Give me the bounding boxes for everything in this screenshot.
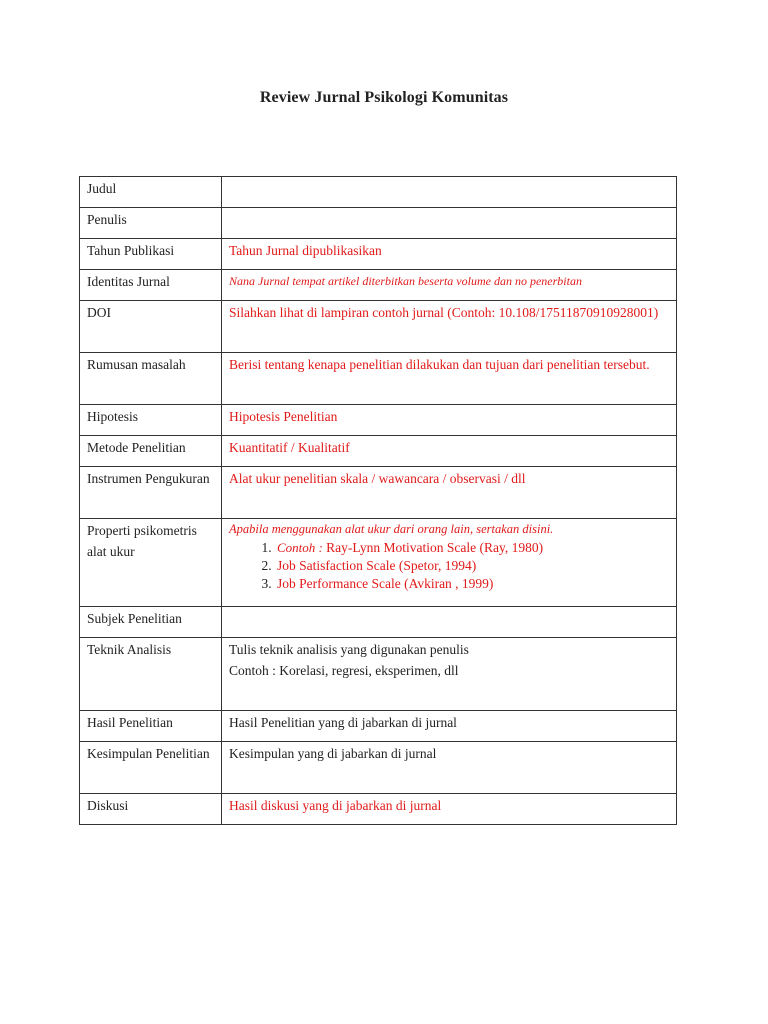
row-value-penulis bbox=[222, 208, 677, 239]
row-label-subjek: Subjek Penelitian bbox=[80, 607, 222, 638]
list-item-text: Job Performance Scale (Avkiran , 1999) bbox=[277, 576, 494, 591]
row-label-instrumen: Instrumen Pengukuran bbox=[80, 467, 222, 519]
teknik-line-2: Contoh : Korelasi, regresi, eksperimen, dll bbox=[229, 663, 459, 678]
row-label-teknik: Teknik Analisis bbox=[80, 638, 222, 711]
table-row-kesimpulan bbox=[80, 742, 677, 794]
row-label-diskusi: Diskusi bbox=[80, 794, 222, 825]
row-value-hipotesis: Hipotesis Penelitian bbox=[222, 405, 677, 436]
table-row-properti bbox=[80, 519, 677, 607]
list-item bbox=[275, 557, 669, 575]
row-value-teknik bbox=[222, 638, 677, 711]
row-value-rumusan: Berisi tentang kenapa penelitian dilakukan dan tujuan dari penelitian tersebut. bbox=[222, 353, 677, 405]
row-value-properti bbox=[222, 519, 677, 607]
row-label-properti: Properti psikometris alat ukur bbox=[80, 519, 222, 607]
row-value-metode: Kuantitatif / Kualitatif bbox=[222, 436, 677, 467]
row-value-kesimpulan: Kesimpulan yang di jabarkan di jurnal bbox=[222, 742, 677, 794]
row-value-identitas: Nana Jurnal tempat artikel diterbitkan beserta volume dan no penerbitan bbox=[222, 270, 677, 301]
row-value-instrumen: Alat ukur penelitian skala / wawancara / observasi / dll bbox=[222, 467, 677, 519]
table-row-hipotesis bbox=[80, 405, 677, 436]
row-value-subjek bbox=[222, 607, 677, 638]
teknik-line-1: Tulis teknik analisis yang digunakan penulis bbox=[229, 642, 469, 657]
table-row-penulis bbox=[80, 208, 677, 239]
properti-intro: Apabila menggunakan alat ukur dari orang lain, sertakan disini. bbox=[229, 522, 554, 536]
table-row-subjek bbox=[80, 607, 677, 638]
table-row-doi bbox=[80, 301, 677, 353]
table-row-tahun bbox=[80, 239, 677, 270]
row-label-identitas: Identitas Jurnal bbox=[80, 270, 222, 301]
table-row-hasil bbox=[80, 711, 677, 742]
table-row-teknik bbox=[80, 638, 677, 711]
row-label-hasil: Hasil Penelitian bbox=[80, 711, 222, 742]
page-title: Review Jurnal Psikologi Komunitas bbox=[259, 89, 509, 106]
list-item bbox=[275, 575, 669, 593]
list-item-text: Job Satisfaction Scale (Spetor, 1994) bbox=[277, 558, 477, 573]
table-row-instrumen bbox=[80, 467, 677, 519]
psychometric-scale-list bbox=[229, 539, 669, 593]
table-row-identitas bbox=[80, 270, 677, 301]
row-value-tahun: Tahun Jurnal dipublikasikan bbox=[222, 239, 677, 270]
row-label-metode: Metode Penelitian bbox=[80, 436, 222, 467]
row-label-rumusan: Rumusan masalah bbox=[80, 353, 222, 405]
row-label-tahun: Tahun Publikasi bbox=[80, 239, 222, 270]
review-table bbox=[79, 176, 677, 825]
table-row-judul bbox=[80, 177, 677, 208]
table-row-diskusi bbox=[80, 794, 677, 825]
table-row-metode bbox=[80, 436, 677, 467]
row-label-doi: DOI bbox=[80, 301, 222, 353]
row-value-diskusi: Hasil diskusi yang di jabarkan di jurnal bbox=[222, 794, 677, 825]
list-item-prefix: Contoh : bbox=[277, 540, 327, 555]
table-row-rumusan bbox=[80, 353, 677, 405]
list-item-text: Ray-Lynn Motivation Scale (Ray, 1980) bbox=[326, 540, 544, 555]
row-value-judul bbox=[222, 177, 677, 208]
row-label-hipotesis: Hipotesis bbox=[80, 405, 222, 436]
row-value-doi: Silahkan lihat di lampiran contoh jurnal (Contoh: 10.108/17511870910928001) bbox=[222, 301, 677, 353]
row-value-hasil: Hasil Penelitian yang di jabarkan di jurnal bbox=[222, 711, 677, 742]
row-label-kesimpulan: Kesimpulan Penelitian bbox=[80, 742, 222, 794]
row-label-penulis: Penulis bbox=[80, 208, 222, 239]
row-label-judul: Judul bbox=[80, 177, 222, 208]
list-item bbox=[275, 539, 669, 557]
